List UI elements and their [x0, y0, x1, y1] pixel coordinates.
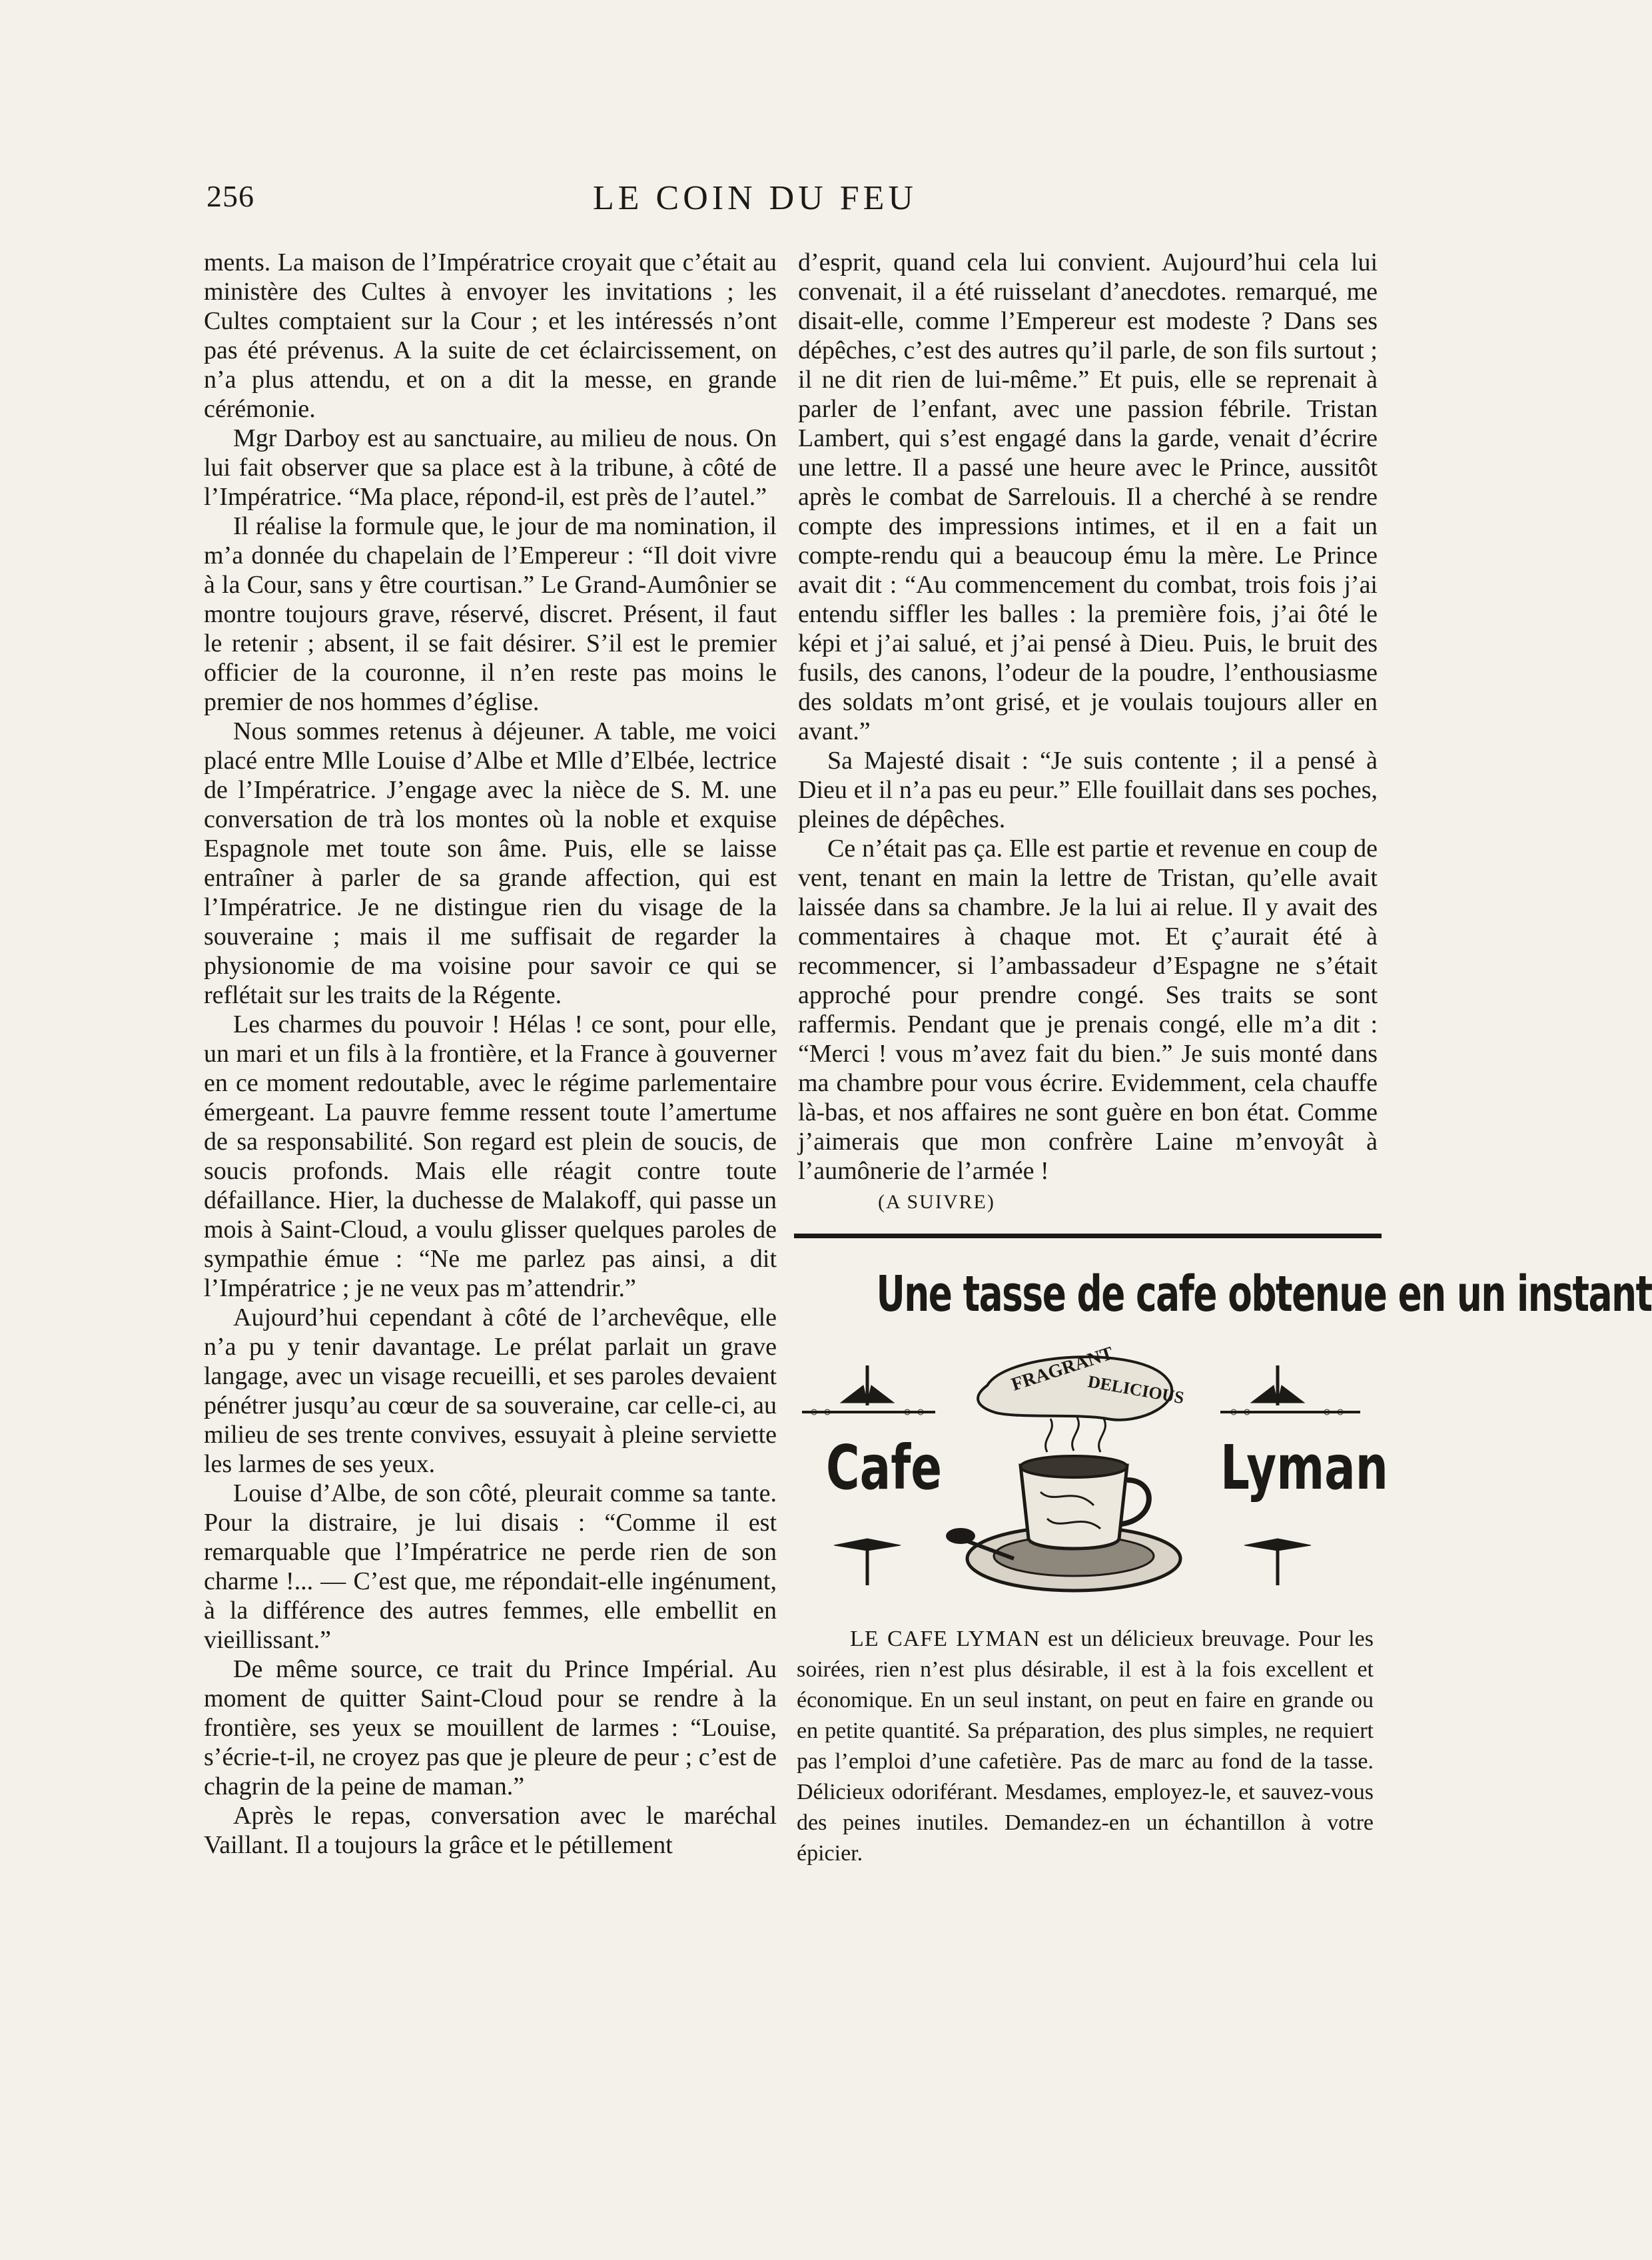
right-column [798, 248, 1378, 1217]
paragraph: ments. La maison de l’Impératrice croyait que c’était au ministère des Cultes à envoyer les invitations ; les Cultes comptaient sur la Cour ; et les intéressés n’ont pas été prévenus. A la suite de cet éclaircissement, on n’a plus attendu, et on a dit la messe, en grande cérémonie. [204, 248, 777, 423]
paragraph: Mgr Darboy est au sanctuaire, au milieu de nous. On lui fait observer que sa place est à la tribune, à côté de l’Impératrice. “Ma place, répond-il, est près de l’autel.” [204, 424, 777, 511]
paragraph: Sa Majesté disait : “Je suis contente ; il a pensé à Dieu et il n’a pas eu peur.” Elle fouillait dans ses poches, pleines de dépêches. [798, 747, 1378, 833]
steam-banner [978, 1343, 1186, 1420]
advertisement-illustration [794, 1339, 1388, 1619]
paragraph: d’esprit, quand cela lui convient. Aujourd’hui cela lui convenait, il a été ruisselant d’anecdotes. remarqué, me disait-elle, comme l’Empereur est modeste ? Dans ses dépêches, c’est des autres qu’il parle, de son fils surtout ; il ne dit rien de lui-même.” Et puis, elle se reprenait à parler de l’enfant, avec une passion fébrile. Tristan Lambert, qui s’est engagé dans la garde, venait d’écrire une lettre. Il a passé une heure avec le Prince, aussitôt après le combat de Sarrelouis. Il a cherché à se rendre compte des impressions intimes, et il en a fait un compte-rendu qui a beaucoup ému la mère. Le Prince avait dit : “Au commencement du combat, trois fois j’ai entendu siffler les balles : la première fois, j’ai ôté le képi et j’ai salué, et j’ai pensé à Dieu. Puis, le bruit des fusils, des canons, l’odeur de la poudre, l’enthousiasme des soldats m’ont grisé, et je voulais toujours aller en avant.” [798, 248, 1378, 745]
brand-left: Cafe [826, 1432, 943, 1503]
paragraph: Ce n’était pas ça. Elle est partie et revenue en coup de vent, tenant en main la lettre de Tristan, qu’elle avait laissée dans sa chambre. Je la lui ai relue. Il y avait des commentaires à chaque mot. Et ç’aurait été à recommencer, si l’ambassadeur d’Espagne ne s’était approché pour prendre congé. Ses traits se sont raffermis. Pendant que je prenais congé, elle m’a dit : “Merci ! vous m’avez fait du bien.” Je suis monté dans ma chambre pour vous écrire. Evidemment, cela chauffe là-bas, et nos affaires ne sont guère en bon état. Comme j’aimerais que mon confrère Laine m’envoyât à l’aumônerie de l’armée ! [798, 835, 1378, 1185]
paragraph: Après le repas, conversation avec le maréchal Vaillant. Il a toujours la grâce et le pétillement [204, 1802, 777, 1859]
left-column [204, 248, 777, 1860]
paragraph: De même source, ce trait du Prince Impérial. Au moment de quitter Saint-Cloud pour se rendre à la frontière, ses yeux se mouillent de larmes : “Louise, s’écrie-t-il, ne croyez pas que je pleure de peur ; c’est de chagrin de la peine de maman.” [204, 1655, 777, 1800]
ad-headline: Une tasse de cafe obtenue en un instant [876, 1266, 1652, 1323]
paragraph: Nous sommes retenus à déjeuner. A table, me voici placé entre Mlle Louise d’Albe et Mlle d’Elbée, lectrice de l’Impératrice. J’engage avec la nièce de S. M. une conversation de trà los montes où la noble et exquise Espagnole met toute son âme. Puis, elle se laisse entraîner à parler de sa grande affection, qui est l’Impératrice. Je ne distingue rien du visage de la souveraine ; mais il me suffisait de regarder la physionomie de ma voisine pour savoir ce qui se reflétait sur les traits de la Régente. [204, 717, 777, 1009]
running-title: LE COIN DU FEU [593, 179, 917, 217]
page-number: 256 [206, 179, 254, 213]
paragraph: Aujourd’hui cependant à côté de l’archevêque, elle n’a pu y tenir davantage. Le prélat parlait un grave langage, avec un visage recueilli, et ses paroles devaient pénétrer jusqu’au cœur de sa souveraine, car celle-ci, au milieu de ses trente convives, essuyait à pleine serviette les larmes de ses yeux. [204, 1304, 777, 1478]
paragraph: Louise d’Albe, de son côté, pleurait comme sa tante. Pour la distraire, je lui disais : “Comme il est remarquable que l’Impératrice ne perde rien de son charme !... — C’est que, me répondait-elle ingénument, à la différence des autres femmes, elle embellit en vieillissant.” [204, 1479, 777, 1654]
banner-word-fragrant: FRAGRANT [1009, 1343, 1116, 1395]
continuation-note-line [798, 1186, 1378, 1217]
steam-lines [1046, 1417, 1106, 1452]
banner-word-delicious: DELICIOUS [1086, 1371, 1186, 1408]
to-be-continued: (A SUIVRE) [878, 1191, 995, 1213]
advertisement-body [797, 1624, 1374, 1869]
ad-body-text: est un délicieux breuvage. Pour les soirées, rien n’est plus désirable, il est à la fois excellent et économique. En un seul instant, on peut en faire en grande ou en petite quantité. Sa préparation, des plus simples, ne requiert pas l’emploi d’une cafetière. Pas de marc au fond de la tasse. Délicieux odoriférant. Mesdames, employez-le, et sauvez-vous des peines inutiles. Demandez-en un échantillon à votre épicier. [797, 1627, 1374, 1866]
ad-brand-name: LE CAFE LYMAN [850, 1627, 1040, 1651]
paragraph: Les charmes du pouvoir ! Hélas ! ce sont, pour elle, un mari et un fils à la frontière, et la France à gouverner en ce moment redoutable, avec le régime parlementaire émergeant. La pauvre femme ressent toute l’amertume de sa responsabilité. Son regard est plein de soucis, de soucis profonds. Mais elle réagit contre toute défaillance. Hier, la duchesse de Malakoff, qui passe un mois à Saint-Cloud, a voulu glisser quelques paroles de sympathie émue : “Ne me parlez pas ainsi, a dit l’Impératrice ; je ne veux pas m’attendrir.” [204, 1010, 777, 1302]
brand-right: Lyman [1220, 1432, 1388, 1503]
paragraph: Il réalise la formule que, le jour de ma nomination, il m’a donnée du chapelain de l’Empereur : “Il doit vivre à la Cour, sans y être courtisan.” Le Grand-Aumônier se montre toujours grave, réservé, discret. Présent, il faut le retenir ; absent, il se fait désirer. S’il est le premier officier de la couronne, il n’en reste pas moins le premier de nos hommes d’église. [204, 512, 777, 716]
section-divider [794, 1234, 1382, 1238]
